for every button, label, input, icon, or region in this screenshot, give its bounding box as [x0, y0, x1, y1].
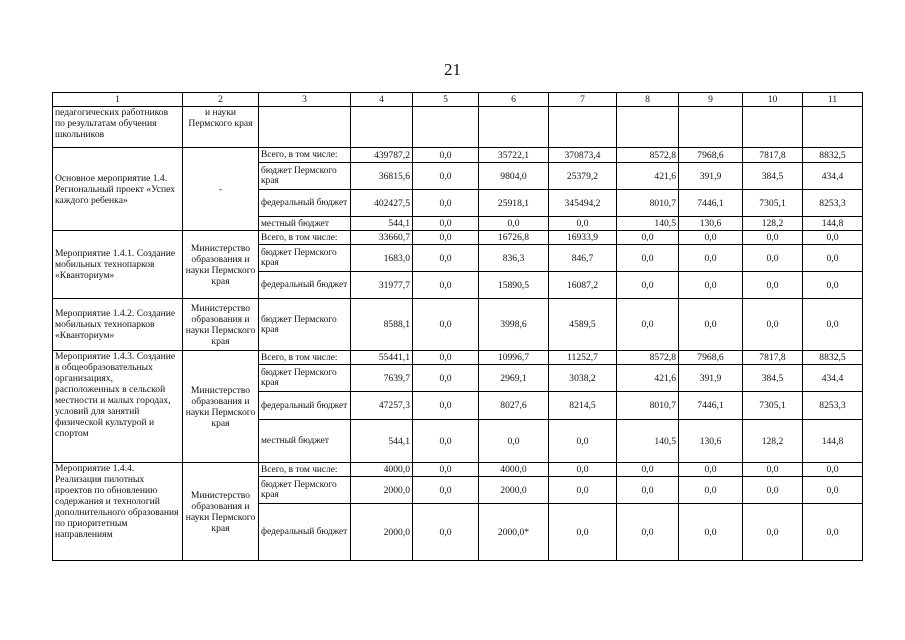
value-cell: 8214,5 [549, 392, 617, 420]
value-cell: 384,5 [743, 163, 803, 190]
activity-name: Мероприятие 1.4.2. Создание мобильных технопарков «Кванториум» [53, 299, 183, 351]
activity-name: Мероприятие 1.4.4. Реализация пилотных проектов по обновлению содержания и технологий дополнительного образования по приоритетным направлениям [53, 463, 183, 561]
funding-source: местный бюджет [259, 420, 351, 463]
value-cell: 391,9 [679, 365, 743, 392]
value-cell: 8832,5 [803, 351, 863, 365]
funding-source: федеральный бюджет [259, 392, 351, 420]
value-cell: 0,0 [679, 504, 743, 561]
value-cell: 0,0 [617, 231, 679, 245]
column-header: 6 [479, 93, 549, 107]
value-cell: 0,0 [413, 148, 479, 163]
funding-source: Всего, в том числе: [259, 148, 351, 163]
table-row [53, 351, 863, 365]
value-cell: 0,0 [413, 477, 479, 504]
value-cell: 55441,1 [351, 351, 413, 365]
value-cell: 836,3 [479, 245, 549, 272]
executor: Министерство образования и науки Пермского края [183, 463, 259, 561]
column-header: 10 [743, 93, 803, 107]
funding-source: бюджет Пермского края [259, 299, 351, 351]
value-cell: 0,0 [413, 365, 479, 392]
funding-source: федеральный бюджет [259, 504, 351, 561]
value-cell: 0,0 [803, 504, 863, 561]
value-cell: 0,0 [549, 420, 617, 463]
value-cell: 421,6 [617, 365, 679, 392]
value-cell: 8588,1 [351, 299, 413, 351]
value-cell: 8832,5 [803, 148, 863, 163]
executor: Министерство образования и науки Пермского края [183, 231, 259, 299]
table-row [53, 148, 863, 163]
value-cell: 130,6 [679, 217, 743, 231]
value-cell: 370873,4 [549, 148, 617, 163]
table-row [53, 231, 863, 245]
value-cell: 8027,6 [479, 392, 549, 420]
table-row [53, 107, 863, 148]
funding-source: федеральный бюджет [259, 272, 351, 299]
value-cell: 16726,8 [479, 231, 549, 245]
value-cell: 0,0 [413, 392, 479, 420]
value-cell: 0,0 [413, 299, 479, 351]
value-cell: 0,0 [803, 231, 863, 245]
value-cell: 36815,6 [351, 163, 413, 190]
value-cell: 7968,6 [679, 351, 743, 365]
value-cell: 0,0 [413, 231, 479, 245]
value-cell: 0,0 [413, 504, 479, 561]
funding-source: Всего, в том числе: [259, 463, 351, 477]
value-cell: 0,0 [743, 299, 803, 351]
value-cell: 15890,5 [479, 272, 549, 299]
value-cell: 140,5 [617, 217, 679, 231]
value-cell: 7446,1 [679, 190, 743, 217]
value-cell: 0,0 [743, 272, 803, 299]
executor: - [183, 148, 259, 231]
value-cell: 8572,8 [617, 148, 679, 163]
activity-name: Основное мероприятие 1.4. Региональный проект «Успех каждого ребенка» [53, 148, 183, 231]
value-cell: 434,4 [803, 163, 863, 190]
value-cell: 11252,7 [549, 351, 617, 365]
value-cell: 2000,0 [479, 477, 549, 504]
value-cell: 0,0 [617, 504, 679, 561]
value-cell: 47257,3 [351, 392, 413, 420]
funding-source: Всего, в том числе: [259, 351, 351, 365]
value-cell: 8572,8 [617, 351, 679, 365]
value-cell: 0,0 [743, 231, 803, 245]
value-cell: 391,9 [679, 163, 743, 190]
value-cell: 345494,2 [549, 190, 617, 217]
activity-name: Мероприятие 1.4.3. Создание в общеобразовательных организациях, расположенных в сельской местности и малых городах, условий для занятий физической культурой и спортом [53, 351, 183, 463]
value-cell: 25918,1 [479, 190, 549, 217]
table-row [53, 299, 863, 351]
value-cell: 0,0 [743, 463, 803, 477]
executor: Министерство образования и науки Пермского края [183, 299, 259, 351]
value-cell: 0,0 [617, 245, 679, 272]
value-cell: 4589,5 [549, 299, 617, 351]
value-cell: 0,0 [743, 504, 803, 561]
value-cell: 7446,1 [679, 392, 743, 420]
value-cell: 0,0 [803, 272, 863, 299]
value-cell: 0,0 [679, 245, 743, 272]
value-cell: 4000,0 [479, 463, 549, 477]
value-cell: 0,0 [803, 477, 863, 504]
value-cell: 0,0 [413, 163, 479, 190]
table-row [53, 463, 863, 477]
value-cell: 0,0 [679, 477, 743, 504]
value-cell: 439787,2 [351, 148, 413, 163]
value-cell: 0,0 [743, 477, 803, 504]
column-header: 4 [351, 93, 413, 107]
value-cell: 7305,1 [743, 392, 803, 420]
value-cell: 2969,1 [479, 365, 549, 392]
value-cell: 25379,2 [549, 163, 617, 190]
value-cell: 31977,7 [351, 272, 413, 299]
value-cell: 7817,8 [743, 351, 803, 365]
value-cell: 421,6 [617, 163, 679, 190]
value-cell: 544,1 [351, 217, 413, 231]
value-cell: 0,0 [803, 299, 863, 351]
value-cell: 140,5 [617, 420, 679, 463]
value-cell: 0,0 [679, 231, 743, 245]
value-cell: 0,0 [679, 463, 743, 477]
value-cell: 7639,7 [351, 365, 413, 392]
value-cell: 0,0 [617, 463, 679, 477]
value-cell: 3038,2 [549, 365, 617, 392]
value-cell: 0,0 [413, 245, 479, 272]
value-cell: 128,2 [743, 420, 803, 463]
value-cell: 33660,7 [351, 231, 413, 245]
value-cell: 0,0 [617, 477, 679, 504]
value-cell: 846,7 [549, 245, 617, 272]
value-cell: 10996,7 [479, 351, 549, 365]
column-header: 3 [259, 93, 351, 107]
value-cell: 0,0 [549, 463, 617, 477]
activity-name: педагогических работников по результатам обучения школьников [53, 107, 183, 148]
value-cell: 544,1 [351, 420, 413, 463]
column-header: 8 [617, 93, 679, 107]
value-cell: 0,0 [413, 217, 479, 231]
funding-source: бюджет Пермского края [259, 365, 351, 392]
value-cell: 402427,5 [351, 190, 413, 217]
executor: и науки Пермского края [183, 107, 259, 148]
funding-source: федеральный бюджет [259, 190, 351, 217]
value-cell: 1683,0 [351, 245, 413, 272]
funding-source: бюджет Пермского края [259, 245, 351, 272]
value-cell: 0,0 [413, 463, 479, 477]
value-cell: 0,0 [413, 351, 479, 365]
budget-table [52, 92, 863, 561]
column-header: 9 [679, 93, 743, 107]
value-cell: 0,0 [679, 299, 743, 351]
value-cell: 0,0 [549, 217, 617, 231]
value-cell: 2000,0* [479, 504, 549, 561]
value-cell: 144,8 [803, 420, 863, 463]
value-cell: 434,4 [803, 365, 863, 392]
value-cell: 0,0 [413, 272, 479, 299]
value-cell: 8253,3 [803, 392, 863, 420]
value-cell: 128,2 [743, 217, 803, 231]
value-cell: 2000,0 [351, 504, 413, 561]
column-header: 5 [413, 93, 479, 107]
value-cell: 2000,0 [351, 477, 413, 504]
column-header: 1 [53, 93, 183, 107]
value-cell: 0,0 [617, 299, 679, 351]
value-cell: 0,0 [413, 190, 479, 217]
value-cell: 9804,0 [479, 163, 549, 190]
value-cell: 0,0 [743, 245, 803, 272]
value-cell: 7968,6 [679, 148, 743, 163]
activity-name: Мероприятие 1.4.1. Создание мобильных технопарков «Кванториум» [53, 231, 183, 299]
value-cell: 8010,7 [617, 190, 679, 217]
value-cell: 130,6 [679, 420, 743, 463]
value-cell: 0,0 [679, 272, 743, 299]
value-cell: 0,0 [803, 245, 863, 272]
page-number: 21 [444, 60, 461, 79]
value-cell: 7817,8 [743, 148, 803, 163]
funding-source: местный бюджет [259, 217, 351, 231]
value-cell: 384,5 [743, 365, 803, 392]
value-cell: 0,0 [479, 217, 549, 231]
executor: Министерство образования и науки Пермского края [183, 351, 259, 463]
value-cell: 0,0 [413, 420, 479, 463]
value-cell: 0,0 [479, 420, 549, 463]
funding-source: Всего, в том числе: [259, 231, 351, 245]
value-cell: 8253,3 [803, 190, 863, 217]
value-cell: 4000,0 [351, 463, 413, 477]
value-cell: 0,0 [803, 463, 863, 477]
value-cell: 16933,9 [549, 231, 617, 245]
funding-source: бюджет Пермского края [259, 477, 351, 504]
value-cell: 0,0 [549, 477, 617, 504]
value-cell: 0,0 [549, 504, 617, 561]
value-cell: 144,8 [803, 217, 863, 231]
column-header: 11 [803, 93, 863, 107]
column-header-row [53, 93, 863, 107]
value-cell: 35722,1 [479, 148, 549, 163]
funding-source: бюджет Пермского края [259, 163, 351, 190]
value-cell: 7305,1 [743, 190, 803, 217]
column-header: 7 [549, 93, 617, 107]
value-cell: 0,0 [617, 272, 679, 299]
value-cell: 8010,7 [617, 392, 679, 420]
value-cell: 16087,2 [549, 272, 617, 299]
value-cell: 3998,6 [479, 299, 549, 351]
column-header: 2 [183, 93, 259, 107]
